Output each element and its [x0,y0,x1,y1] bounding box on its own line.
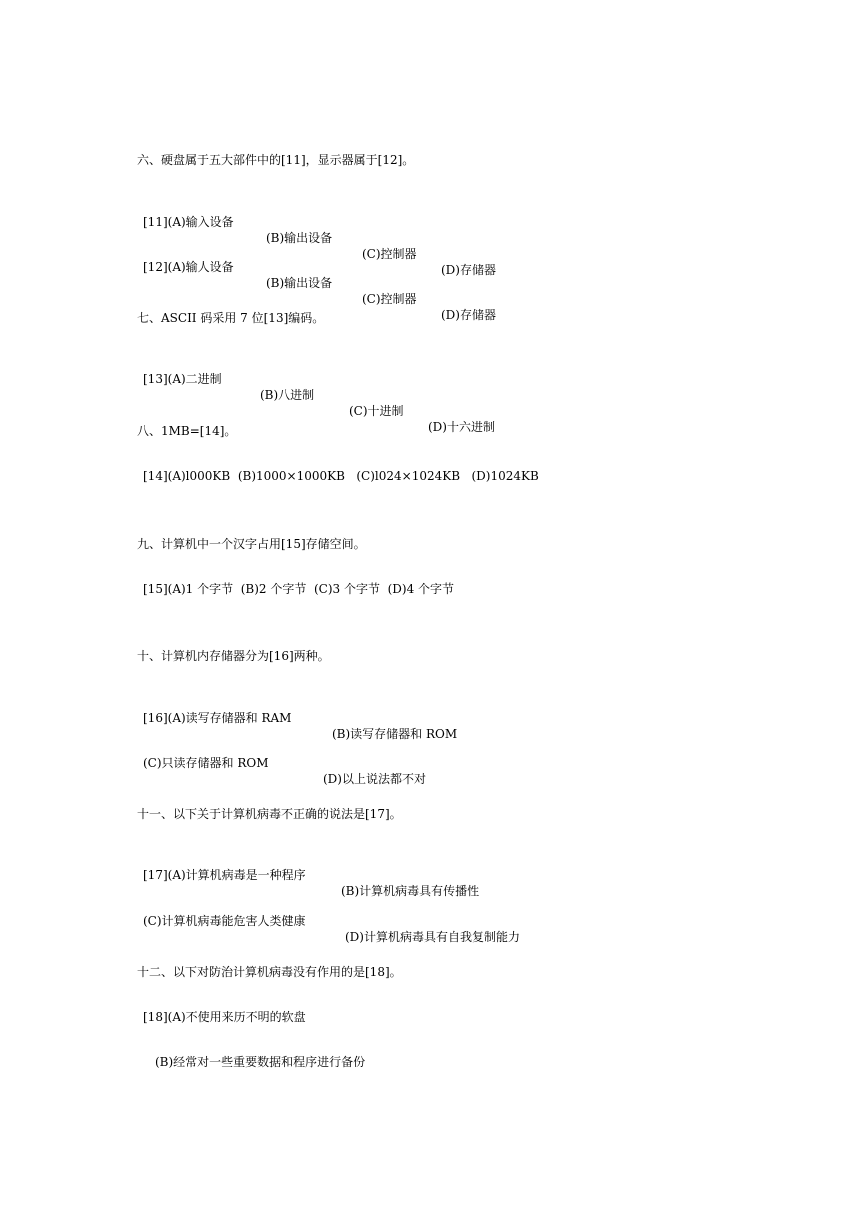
option-d: (D)存储器 [441,263,496,277]
option-a: [12](A)输人设备 [143,260,234,274]
question-stem: 六、硬盘属于五大部件中的[11]，显示器属于[12]。 [137,153,415,167]
option-a: [13](A)二进制 [143,372,222,386]
option-d: (D)存储器 [441,308,496,322]
option-d: (D)十六进制 [428,420,495,434]
option-row: [14](A)l000KB (B)1000×1000KB (C)l024×1024KB (D)1024KB [143,469,539,483]
question-stem: 七、ASCII 码采用 7 位[13]编码。 [137,311,325,325]
option-row: (B)经常对一些重要数据和程序进行备份 [155,1055,366,1069]
question-stem: 十一、以下关于计算机病毒不正确的说法是[17]。 [137,807,402,821]
option-b: (B)读写存储器和 ROM [332,727,458,741]
option-b: (B)输出设备 [266,276,333,290]
option-row [143,851,563,898]
option-row: [15](A)1 个字节 (B)2 个字节 (C)3 个字节 (D)4 个字节 [143,582,455,596]
option-d: (D)计算机病毒具有自我复制能力 [345,930,520,944]
question-stem: 八、1MB=[14]。 [137,424,237,438]
option-c: (C)十进制 [349,404,404,418]
option-b: (B)计算机病毒具有传播性 [341,884,480,898]
option-a: [11](A)输入设备 [143,215,234,229]
option-c: (C)只读存储器和 ROM [143,756,269,770]
option-c: (C)计算机病毒能危害人类健康 [143,914,306,928]
option-a: [17](A)计算机病毒是一种程序 [143,868,306,882]
option-row [143,694,543,741]
option-b: (B)八进制 [260,388,315,402]
question-stem: 九、计算机中一个汉字占用[15]存储空间。 [137,537,366,551]
option-c: (C)控制器 [362,247,417,261]
option-a: [16](A)读写存储器和 RAM [143,711,292,725]
option-row: [18](A)不使用来历不明的软盘 [143,1010,306,1024]
option-d: (D)以上说法都不对 [323,772,426,786]
question-stem: 十、计算机内存储器分为[16]两种。 [137,649,330,663]
option-c: (C)控制器 [362,292,417,306]
option-b: (B)输出设备 [266,231,333,245]
question-stem: 十二、以下对防治计算机病毒没有作用的是[18]。 [137,965,402,979]
option-row [143,897,563,944]
option-row [143,739,543,786]
